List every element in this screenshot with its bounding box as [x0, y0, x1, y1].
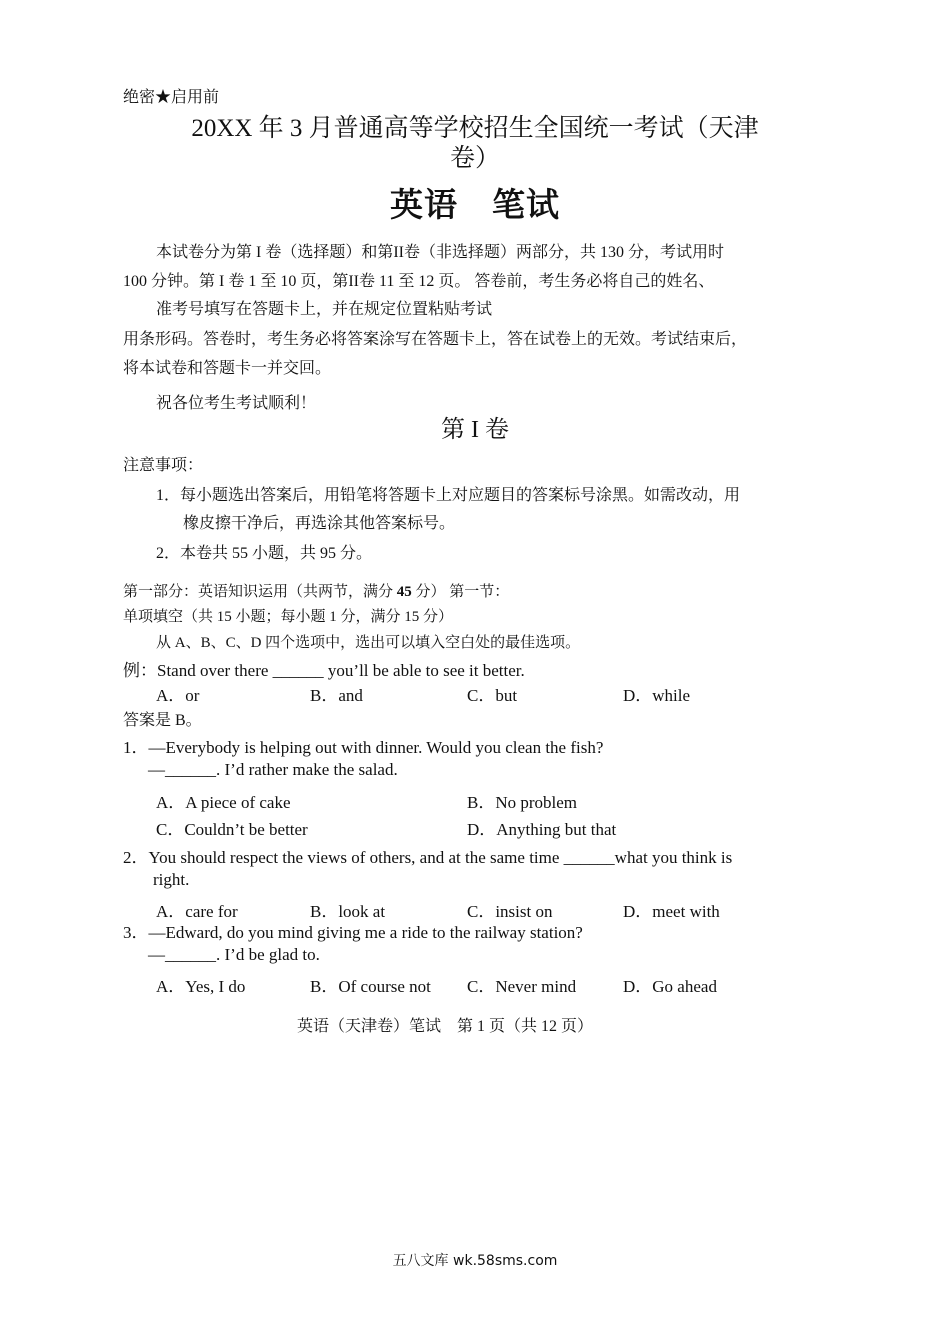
exam-title-line2: 卷） [449, 145, 500, 172]
example-option-b: B．and [310, 686, 363, 705]
exam-title-line1: 20XX 年 3 月普通高等学校招生全国统一考试（天津 [191, 115, 759, 142]
part1-heading-post: 分） 第一节： [411, 584, 510, 600]
intro-line-1: 本试卷分为第 I 卷（选择题）和第II卷（非选择题）两部分，共 130 分，考试用时 [156, 244, 724, 261]
question-3-option-b: B．Of course not [310, 977, 431, 996]
intro-line-5: 将本试卷和答题卡一并交回。 [123, 360, 332, 377]
question-2-line-2: right. [153, 870, 190, 889]
question-1-option-a: A．A piece of cake [156, 793, 291, 812]
question-1-option-d: D．Anything but that [467, 820, 617, 839]
example-option-a: A．or [156, 686, 200, 705]
example-stem: 例：Stand over there ______ you’ll be able to see it better. [123, 661, 525, 680]
question-2-option-a: A．care for [156, 902, 238, 921]
intro-line-4: 用条形码。答卷时，考生务必将答案涂写在答题卡上，答在试卷上的无效。考试结束后， [123, 331, 748, 348]
part1-heading-pre: 第一部分：英语知识运用（共两节，满分 [123, 584, 397, 600]
question-3-option-a: A．Yes, I do [156, 977, 246, 996]
subject-title: 英语 笔试 [390, 188, 560, 224]
part1-instruction: 从 A、B、C、D 四个选项中，选出可以填入空白处的最佳选项。 [156, 635, 581, 651]
part1-heading [123, 580, 509, 601]
notes-heading: 注意事项： [123, 457, 204, 474]
intro-line-3: 准考号填写在答题卡上，并在规定位置粘贴考试 [156, 301, 493, 318]
part1-score: 45 [396, 584, 412, 600]
intro-wish: 祝各位考生考试顺利！ [156, 395, 317, 412]
section-title: 第 I 卷 [441, 417, 509, 443]
question-1-option-b: B．No problem [467, 793, 578, 812]
intro-line-2: 100 分钟。第 I 卷 1 至 10 页，第II卷 11 至 12 页。 答卷前，考生务必将自己的姓名、 [123, 273, 715, 290]
watermark-text: 五八文库 wk.58sms.com [392, 1253, 558, 1269]
question-3-option-c: C．Never mind [467, 977, 577, 996]
notes-item-1-line-1: 1．每小题选出答案后，用铅笔将答题卡上对应题目的答案标号涂黑。如需改动，用 [156, 487, 741, 504]
notes-item-1-line-2: 橡皮擦干净后，再选涂其他答案标号。 [183, 515, 456, 532]
question-1-line-1: 1．—Everybody is helping out with dinner. Would you clean the fish? [123, 738, 604, 757]
question-1-option-c: C．Couldn’t be better [156, 820, 308, 839]
example-option-c: C．but [467, 686, 518, 705]
confidential-label: 绝密★启用前 [123, 89, 220, 106]
question-2-option-c: C．insist on [467, 902, 553, 921]
example-option-d: D．while [623, 686, 691, 705]
part1-subheading: 单项填空（共 15 小题；每小题 1 分，满分 15 分） [123, 609, 454, 625]
example-answer: 答案是 B。 [123, 712, 202, 729]
question-3-option-d: D．Go ahead [623, 977, 717, 996]
question-3-line-2: —______. I’d be glad to. [148, 945, 320, 964]
notes-item-2: 2．本卷共 55 小题，共 95 分。 [156, 545, 373, 562]
question-2-option-b: B．look at [310, 902, 386, 921]
question-2-line-1: 2．You should respect the views of others, and at the same time ______what you think is [123, 848, 733, 867]
question-3-line-1: 3．—Edward, do you mind giving me a ride to the railway station? [123, 923, 583, 942]
question-2-option-d: D．meet with [623, 902, 720, 921]
question-1-line-2: —______. I’d rather make the salad. [148, 760, 398, 779]
page-footer: 英语（天津卷）笔试 第 1 页（共 12 页） [296, 1018, 593, 1035]
